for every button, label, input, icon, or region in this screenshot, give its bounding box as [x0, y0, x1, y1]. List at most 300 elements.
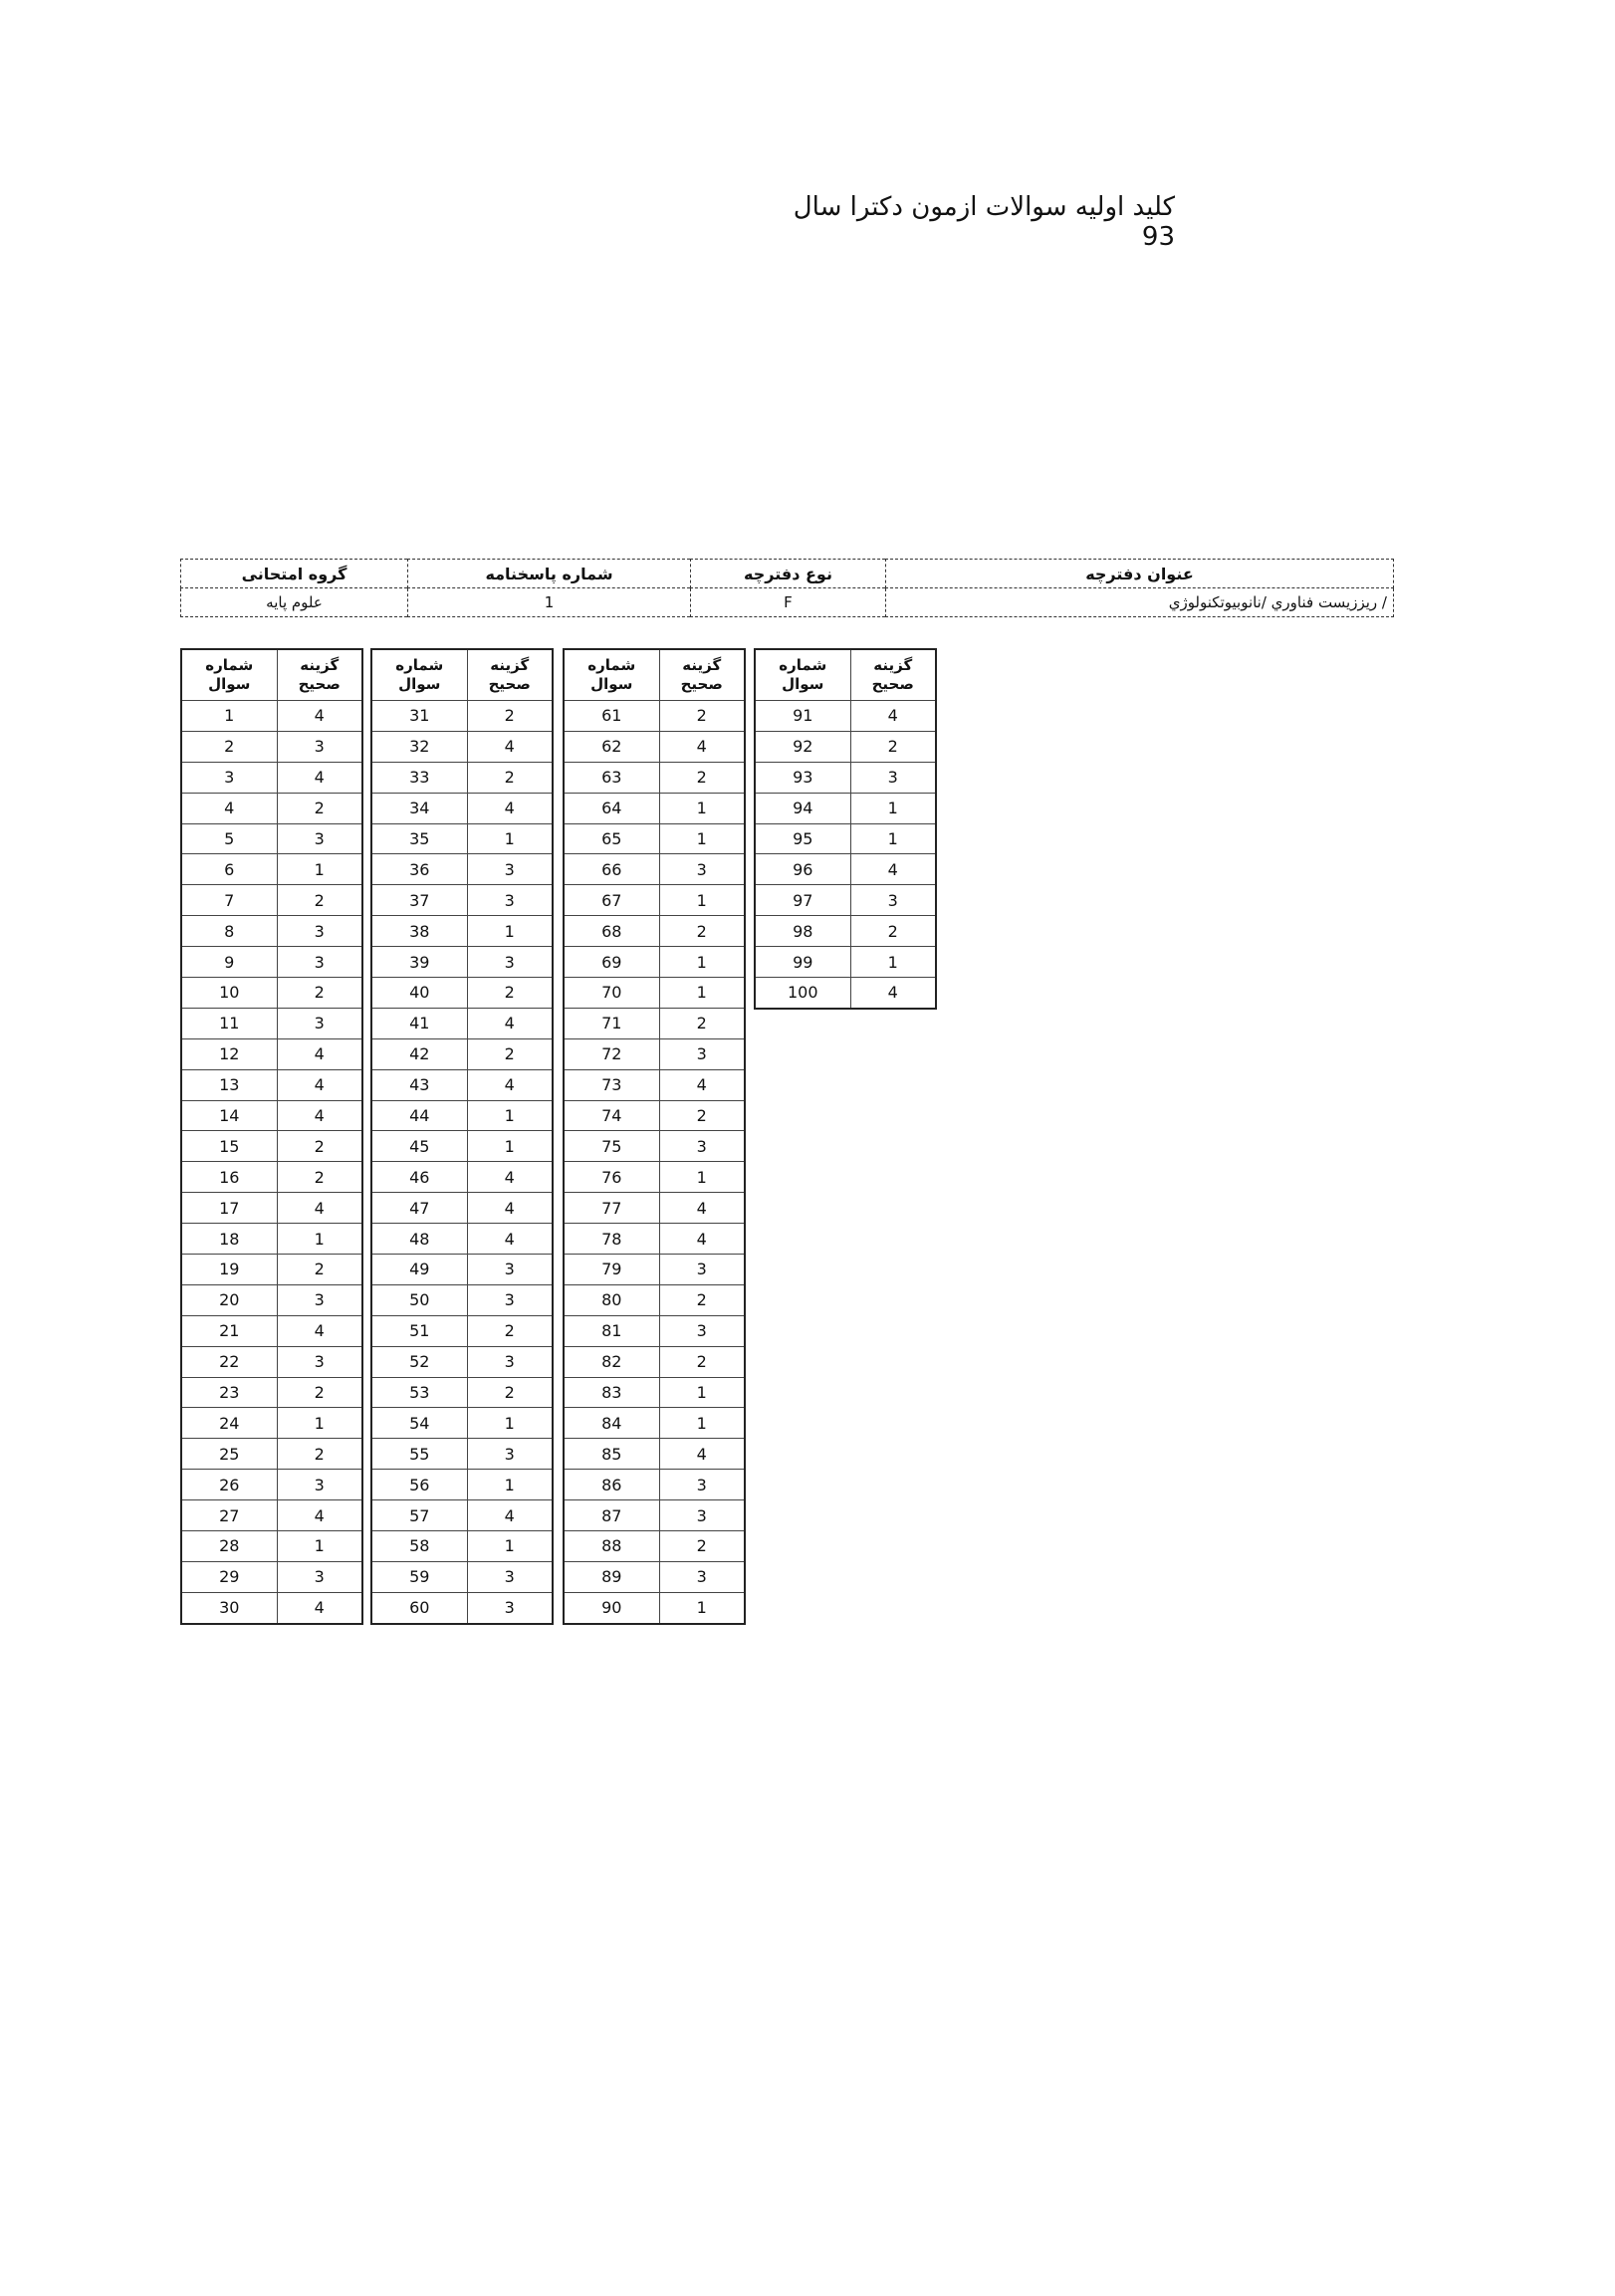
question-number-cell: 67	[564, 885, 659, 916]
correct-option-cell: 3	[659, 1131, 745, 1162]
correct-option-cell: 2	[659, 1008, 745, 1038]
table-row	[371, 1255, 553, 1285]
table-row	[181, 1439, 362, 1470]
table-row	[755, 916, 936, 947]
correct-option-cell: 4	[659, 1193, 745, 1224]
table-row	[371, 1531, 553, 1562]
correct-option-cell: 1	[659, 1162, 745, 1193]
question-number-cell: 33	[371, 762, 467, 793]
correct-option-cell: 2	[277, 1255, 362, 1285]
correct-option-cell: 2	[467, 978, 553, 1009]
correct-option-cell: 4	[277, 1315, 362, 1346]
table-row	[564, 1162, 745, 1193]
question-number-cell: 9	[181, 947, 277, 978]
table-row	[371, 1439, 553, 1470]
question-number-cell: 100	[755, 978, 850, 1009]
correct-option-cell: 2	[659, 1531, 745, 1562]
correct-option-cell: 1	[659, 978, 745, 1009]
correct-option-cell: 1	[277, 1224, 362, 1255]
correct-option-cell: 2	[850, 731, 936, 762]
question-number-cell: 42	[371, 1038, 467, 1069]
table-row	[755, 701, 936, 732]
table-row	[371, 1131, 553, 1162]
question-number-cell: 6	[181, 854, 277, 885]
info-header-row	[181, 560, 1394, 588]
question-number-cell: 12	[181, 1038, 277, 1069]
correct-option-cell: 4	[467, 1162, 553, 1193]
correct-option-cell: 2	[467, 1038, 553, 1069]
table-row	[371, 1592, 553, 1623]
table-row	[181, 793, 362, 823]
correct-option-cell: 4	[850, 854, 936, 885]
question-number-cell: 78	[564, 1224, 659, 1255]
correct-option-cell: 2	[467, 1315, 553, 1346]
answer-key-block-2	[370, 648, 554, 1625]
correct-option-cell: 4	[850, 701, 936, 732]
question-number-cell: 73	[564, 1069, 659, 1100]
question-number-cell: 57	[371, 1500, 467, 1531]
correct-option-cell: 2	[659, 701, 745, 732]
key-header-row	[371, 649, 553, 701]
correct-option-cell: 4	[467, 1193, 553, 1224]
table-row	[564, 854, 745, 885]
question-number-cell: 72	[564, 1038, 659, 1069]
table-row	[755, 885, 936, 916]
question-number-cell: 91	[755, 701, 850, 732]
question-number-cell: 39	[371, 947, 467, 978]
question-number-cell: 44	[371, 1100, 467, 1131]
table-row	[371, 978, 553, 1009]
question-number-cell: 2	[181, 731, 277, 762]
table-row	[371, 1561, 553, 1592]
correct-option-cell: 2	[277, 1377, 362, 1408]
correct-option-cell: 2	[659, 916, 745, 947]
question-number-cell: 50	[371, 1284, 467, 1315]
table-row	[181, 885, 362, 916]
table-row	[371, 1224, 553, 1255]
question-number-cell: 75	[564, 1131, 659, 1162]
question-number-cell: 13	[181, 1069, 277, 1100]
correct-option-cell: 2	[659, 1346, 745, 1377]
question-number-cell: 56	[371, 1470, 467, 1500]
question-number-cell: 43	[371, 1069, 467, 1100]
table-row	[371, 1193, 553, 1224]
table-row	[564, 1315, 745, 1346]
question-number-cell: 79	[564, 1255, 659, 1285]
booklet-type-value: F	[691, 588, 886, 617]
table-row	[564, 1500, 745, 1531]
correct-option-cell: 4	[277, 1038, 362, 1069]
question-number-cell: 16	[181, 1162, 277, 1193]
correct-option-cell: 2	[467, 762, 553, 793]
correct-option-header: گزینه صحیح	[850, 649, 936, 701]
header-booklet-title: عنوان دفترچه	[886, 560, 1394, 588]
table-row	[181, 1224, 362, 1255]
correct-option-cell: 4	[277, 1193, 362, 1224]
correct-option-cell: 4	[467, 731, 553, 762]
correct-option-cell: 4	[467, 793, 553, 823]
table-row	[371, 731, 553, 762]
correct-option-cell: 2	[850, 916, 936, 947]
key-header-row	[564, 649, 745, 701]
correct-option-cell: 3	[277, 1561, 362, 1592]
question-number-cell: 74	[564, 1100, 659, 1131]
table-row	[564, 1038, 745, 1069]
booklet-title-value: / ريززيست فناوري /نانوبيوتكنولوژي	[886, 588, 1394, 617]
correct-option-cell: 1	[659, 823, 745, 854]
question-number-cell: 54	[371, 1408, 467, 1439]
question-number-cell: 25	[181, 1439, 277, 1470]
correct-option-cell: 4	[467, 1069, 553, 1100]
question-number-cell: 95	[755, 823, 850, 854]
question-number-cell: 4	[181, 793, 277, 823]
correct-option-cell: 1	[467, 1408, 553, 1439]
table-row	[371, 1100, 553, 1131]
question-number-cell: 48	[371, 1224, 467, 1255]
correct-option-cell: 2	[659, 762, 745, 793]
question-number-cell: 30	[181, 1592, 277, 1623]
correct-option-cell: 3	[659, 1500, 745, 1531]
correct-option-cell: 4	[659, 1224, 745, 1255]
correct-option-cell: 3	[467, 947, 553, 978]
table-row	[564, 1069, 745, 1100]
question-number-cell: 37	[371, 885, 467, 916]
question-number-cell: 3	[181, 762, 277, 793]
table-row	[181, 947, 362, 978]
correct-option-cell: 4	[850, 978, 936, 1009]
table-row	[371, 854, 553, 885]
table-row	[371, 701, 553, 732]
correct-option-cell: 4	[277, 762, 362, 793]
question-number-cell: 96	[755, 854, 850, 885]
table-row	[181, 1315, 362, 1346]
table-row	[371, 885, 553, 916]
question-number-cell: 71	[564, 1008, 659, 1038]
question-number-cell: 85	[564, 1439, 659, 1470]
table-row	[564, 1284, 745, 1315]
table-row	[181, 1531, 362, 1562]
table-row	[564, 1470, 745, 1500]
table-row	[564, 1439, 745, 1470]
question-number-cell: 19	[181, 1255, 277, 1285]
question-number-cell: 99	[755, 947, 850, 978]
question-number-cell: 20	[181, 1284, 277, 1315]
question-number-cell: 90	[564, 1592, 659, 1623]
booklet-info-table	[180, 559, 1394, 617]
question-number-cell: 32	[371, 731, 467, 762]
table-row	[564, 1224, 745, 1255]
question-number-cell: 31	[371, 701, 467, 732]
correct-option-cell: 1	[467, 823, 553, 854]
correct-option-cell: 4	[467, 1224, 553, 1255]
question-number-cell: 23	[181, 1377, 277, 1408]
correct-option-cell: 3	[467, 1255, 553, 1285]
correct-option-header: گزینه صحیح	[467, 649, 553, 701]
table-row	[181, 762, 362, 793]
table-row	[371, 1377, 553, 1408]
question-number-cell: 69	[564, 947, 659, 978]
question-number-cell: 94	[755, 793, 850, 823]
question-number-cell: 65	[564, 823, 659, 854]
correct-option-cell: 1	[850, 947, 936, 978]
correct-option-cell: 3	[659, 854, 745, 885]
table-row	[181, 1162, 362, 1193]
correct-option-cell: 3	[850, 762, 936, 793]
table-row	[181, 1131, 362, 1162]
table-row	[181, 1592, 362, 1623]
exam-group-value: علوم پایه	[181, 588, 408, 617]
question-number-cell: 18	[181, 1224, 277, 1255]
table-row	[564, 1592, 745, 1623]
table-row	[564, 1193, 745, 1224]
question-number-cell: 41	[371, 1008, 467, 1038]
question-number-cell: 51	[371, 1315, 467, 1346]
table-row	[755, 978, 936, 1009]
page-title: کلید اولیه سوالات ازمون دکترا سال 93	[793, 192, 1175, 252]
table-row	[181, 1284, 362, 1315]
question-number-cell: 36	[371, 854, 467, 885]
correct-option-cell: 1	[277, 1408, 362, 1439]
question-number-cell: 81	[564, 1315, 659, 1346]
table-row	[564, 1008, 745, 1038]
question-number-cell: 14	[181, 1100, 277, 1131]
table-row	[755, 762, 936, 793]
correct-option-cell: 3	[467, 1284, 553, 1315]
correct-option-cell: 1	[659, 1408, 745, 1439]
question-number-cell: 98	[755, 916, 850, 947]
correct-option-cell: 1	[659, 1377, 745, 1408]
correct-option-cell: 2	[277, 793, 362, 823]
table-row	[371, 1162, 553, 1193]
question-number-cell: 22	[181, 1346, 277, 1377]
table-row	[755, 793, 936, 823]
table-row	[564, 947, 745, 978]
question-number-cell: 93	[755, 762, 850, 793]
correct-option-cell: 3	[467, 1439, 553, 1470]
question-number-cell: 34	[371, 793, 467, 823]
key-header-row	[181, 649, 362, 701]
answer-sheet-number-value: 1	[408, 588, 691, 617]
correct-option-cell: 3	[467, 1592, 553, 1623]
table-row	[181, 1008, 362, 1038]
question-number-cell: 61	[564, 701, 659, 732]
question-number-header: شماره سوال	[564, 649, 659, 701]
table-row	[564, 1346, 745, 1377]
table-row	[181, 1038, 362, 1069]
table-row	[371, 947, 553, 978]
question-number-cell: 59	[371, 1561, 467, 1592]
table-row	[181, 916, 362, 947]
key-header-row	[755, 649, 936, 701]
table-row	[371, 1500, 553, 1531]
correct-option-cell: 3	[659, 1038, 745, 1069]
question-number-cell: 70	[564, 978, 659, 1009]
correct-option-cell: 3	[659, 1561, 745, 1592]
table-row	[371, 916, 553, 947]
question-number-cell: 87	[564, 1500, 659, 1531]
table-row	[564, 916, 745, 947]
table-row	[181, 1561, 362, 1592]
correct-option-cell: 3	[467, 1346, 553, 1377]
correct-option-cell: 4	[277, 1069, 362, 1100]
correct-option-cell: 1	[659, 947, 745, 978]
correct-option-cell: 2	[659, 1100, 745, 1131]
table-row	[564, 701, 745, 732]
table-row	[371, 1470, 553, 1500]
table-row	[371, 1346, 553, 1377]
question-number-cell: 84	[564, 1408, 659, 1439]
correct-option-cell: 1	[277, 854, 362, 885]
table-row	[181, 1193, 362, 1224]
table-row	[564, 978, 745, 1009]
table-row	[181, 978, 362, 1009]
correct-option-cell: 1	[659, 1592, 745, 1623]
correct-option-cell: 3	[277, 731, 362, 762]
correct-option-cell: 3	[277, 823, 362, 854]
correct-option-cell: 2	[277, 978, 362, 1009]
correct-option-cell: 3	[277, 1284, 362, 1315]
question-number-cell: 29	[181, 1561, 277, 1592]
question-number-cell: 15	[181, 1131, 277, 1162]
question-number-cell: 47	[371, 1193, 467, 1224]
answer-key-block-3	[563, 648, 746, 1625]
correct-option-cell: 4	[467, 1008, 553, 1038]
question-number-cell: 38	[371, 916, 467, 947]
table-row	[564, 793, 745, 823]
correct-option-header: گزینه صحیح	[659, 649, 745, 701]
table-row	[181, 823, 362, 854]
question-number-cell: 11	[181, 1008, 277, 1038]
correct-option-cell: 1	[467, 1131, 553, 1162]
question-number-cell: 89	[564, 1561, 659, 1592]
question-number-cell: 68	[564, 916, 659, 947]
correct-option-cell: 2	[277, 1131, 362, 1162]
question-number-cell: 45	[371, 1131, 467, 1162]
question-number-cell: 77	[564, 1193, 659, 1224]
header-booklet-type: نوع دفترچه	[691, 560, 886, 588]
table-row	[181, 1255, 362, 1285]
table-row	[371, 1284, 553, 1315]
table-row	[371, 762, 553, 793]
question-number-cell: 10	[181, 978, 277, 1009]
correct-option-cell: 4	[277, 701, 362, 732]
answer-key-block-1	[180, 648, 363, 1625]
correct-option-cell: 3	[277, 1470, 362, 1500]
table-row	[564, 1131, 745, 1162]
question-number-cell: 35	[371, 823, 467, 854]
correct-option-cell: 3	[659, 1255, 745, 1285]
question-number-cell: 26	[181, 1470, 277, 1500]
table-row	[181, 731, 362, 762]
correct-option-cell: 3	[659, 1315, 745, 1346]
table-row	[755, 731, 936, 762]
correct-option-cell: 3	[850, 885, 936, 916]
question-number-cell: 27	[181, 1500, 277, 1531]
table-row	[755, 823, 936, 854]
correct-option-cell: 1	[277, 1531, 362, 1562]
question-number-cell: 63	[564, 762, 659, 793]
question-number-cell: 40	[371, 978, 467, 1009]
table-row	[564, 1531, 745, 1562]
table-row	[564, 1561, 745, 1592]
question-number-cell: 88	[564, 1531, 659, 1562]
table-row	[181, 1470, 362, 1500]
correct-option-cell: 1	[850, 823, 936, 854]
correct-option-cell: 2	[467, 1377, 553, 1408]
correct-option-cell: 2	[277, 1162, 362, 1193]
question-number-cell: 60	[371, 1592, 467, 1623]
correct-option-cell: 1	[467, 1100, 553, 1131]
question-number-header: شماره سوال	[755, 649, 850, 701]
table-row	[564, 823, 745, 854]
correct-option-cell: 4	[277, 1500, 362, 1531]
question-number-header: شماره سوال	[181, 649, 277, 701]
table-row	[371, 1408, 553, 1439]
table-row	[181, 1377, 362, 1408]
correct-option-cell: 3	[467, 885, 553, 916]
question-number-cell: 80	[564, 1284, 659, 1315]
correct-option-cell: 1	[467, 1531, 553, 1562]
table-row	[564, 1255, 745, 1285]
correct-option-header: گزینه صحیح	[277, 649, 362, 701]
correct-option-cell: 2	[277, 885, 362, 916]
correct-option-cell: 4	[659, 1069, 745, 1100]
question-number-cell: 58	[371, 1531, 467, 1562]
correct-option-cell: 1	[659, 885, 745, 916]
correct-option-cell: 2	[467, 701, 553, 732]
question-number-cell: 97	[755, 885, 850, 916]
question-number-cell: 49	[371, 1255, 467, 1285]
question-number-cell: 17	[181, 1193, 277, 1224]
question-number-cell: 66	[564, 854, 659, 885]
table-row	[371, 1038, 553, 1069]
table-row	[181, 1500, 362, 1531]
correct-option-cell: 4	[277, 1100, 362, 1131]
table-row	[564, 885, 745, 916]
question-number-cell: 21	[181, 1315, 277, 1346]
question-number-cell: 28	[181, 1531, 277, 1562]
answer-key-block-4	[754, 648, 937, 1010]
table-row	[755, 947, 936, 978]
correct-option-cell: 4	[659, 731, 745, 762]
correct-option-cell: 3	[277, 947, 362, 978]
correct-option-cell: 1	[850, 793, 936, 823]
table-row	[371, 793, 553, 823]
table-row	[181, 854, 362, 885]
correct-option-cell: 4	[659, 1439, 745, 1470]
question-number-cell: 86	[564, 1470, 659, 1500]
table-row	[564, 1408, 745, 1439]
table-row	[755, 854, 936, 885]
correct-option-cell: 3	[467, 1561, 553, 1592]
question-number-cell: 52	[371, 1346, 467, 1377]
correct-option-cell: 2	[659, 1284, 745, 1315]
correct-option-cell: 3	[277, 916, 362, 947]
question-number-cell: 5	[181, 823, 277, 854]
correct-option-cell: 4	[277, 1592, 362, 1623]
correct-option-cell: 1	[467, 1470, 553, 1500]
question-number-cell: 83	[564, 1377, 659, 1408]
table-row	[181, 1408, 362, 1439]
table-row	[564, 1100, 745, 1131]
table-row	[371, 1069, 553, 1100]
header-exam-group: گروه امتحانی	[181, 560, 408, 588]
correct-option-cell: 3	[467, 854, 553, 885]
table-row	[371, 1315, 553, 1346]
question-number-header: شماره سوال	[371, 649, 467, 701]
table-row	[564, 1377, 745, 1408]
correct-option-cell: 3	[277, 1346, 362, 1377]
